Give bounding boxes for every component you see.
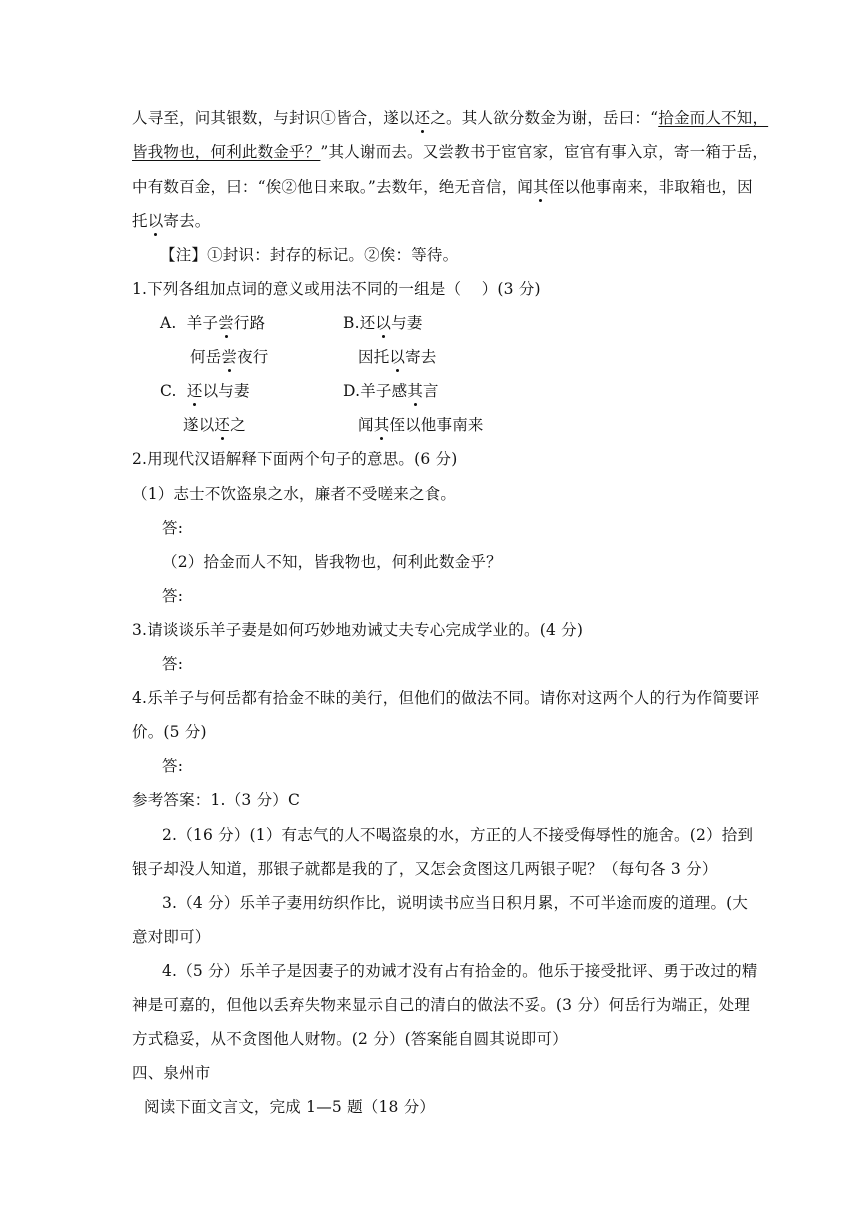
- question-3: 3.请谈谈乐羊子妻是如何巧妙地劝诫丈夫专心完成学业的。(4 分): [132, 621, 584, 639]
- option-a-line-2: 何岳尝夜行: [190, 348, 269, 366]
- answer-label: 答:: [162, 757, 184, 775]
- annotation-note: 【注】①封识：封存的标记。②俟：等待。: [160, 246, 459, 264]
- question-4: 4.乐羊子与何岳都有拾金不昧的美行，但他们的做法不同。请你对这两个人的行为作简要评: [132, 689, 760, 707]
- passage-line-2: 皆我物也，何利此数金乎？”其人谢而去。又尝教书于宦官家，宦官有事入京，寄一箱于岳，: [132, 143, 769, 161]
- option-c-line-1: C. 还以与妻: [160, 382, 250, 400]
- passage-line-1: 人寻至，问其银数，与封识①皆合，遂以还之。其人欲分数金为谢，岳曰：“拾金而人不知，: [132, 109, 769, 127]
- answer-2-line-1: 2.（16 分）(1）有志气的人不喝盗泉的水，方正的人不接受侮辱性的施舍。(2）拾到: [162, 826, 754, 844]
- answer-3-line-2: 意对即可）: [132, 928, 211, 946]
- answer-2-line-2: 银子却没人知道，那银子就都是我的了，又怎会贪图这几两银子呢？（每句各 3 分）: [132, 860, 718, 878]
- option-d-line-1: D.羊子感其言: [343, 382, 439, 400]
- answer-label: 答:: [162, 519, 184, 537]
- answers-title: 参考答案：1.（3 分）C: [132, 791, 301, 809]
- question-2: 2.用现代汉语解释下面两个句子的意思。(6 分): [132, 450, 458, 468]
- underlined-sentence: 皆我物也，何利此数金乎？: [132, 143, 321, 161]
- answer-4-line-2: 神是可嘉的，但他以丢弃失物来显示自己的清白的做法不妥。(3 分）何岳行为端正，处理: [132, 996, 751, 1014]
- question-1: 1.下列各组加点词的意义或用法不同的一组是（ ）(3 分): [132, 280, 541, 298]
- passage-line-4: 托以寄去。: [132, 212, 211, 230]
- question-2-part-2: （2）拾金而人不知，皆我物也，何利此数金乎？: [162, 553, 502, 571]
- dotted-char: 还: [414, 109, 431, 127]
- answer-3-line-1: 3.（4 分）乐羊子妻用纺织作比，说明读书应当日积月累，不可半途而废的道理。(大: [162, 894, 749, 912]
- option-b-line-1: B.还以与妻: [343, 314, 423, 332]
- answer-label: 答:: [162, 587, 184, 605]
- answer-4-line-1: 4.（5 分）乐羊子是因妻子的劝诫才没有占有拾金的。他乐于接受批评、勇于改过的精: [162, 962, 758, 980]
- option-a-line-1: A. 羊子尝行路: [160, 314, 266, 332]
- option-d-line-2: 闻其侄以他事南来: [358, 416, 484, 434]
- dotted-char: 其: [533, 178, 549, 196]
- question-2-part-1: （1）志士不饮盗泉之水，廉者不受嗟来之食。: [132, 485, 457, 503]
- dotted-char: 以: [147, 212, 164, 230]
- answer-label: 答:: [162, 655, 184, 673]
- question-4-cont: 价。(5 分): [132, 723, 207, 741]
- option-c-line-2: 遂以还之: [183, 416, 246, 434]
- section-heading: 四、泉州市: [132, 1064, 211, 1082]
- passage-line-3: 中有数百金，曰：“俟②他日来取。”去数年，绝无音信，闻其侄以他事南来，非取箱也，因: [132, 178, 753, 196]
- option-b-line-2: 因托以寄去: [358, 348, 437, 366]
- underlined-sentence: 拾金而人不知，: [658, 109, 769, 127]
- section-instruction: 阅读下面文言文，完成 1—5 题（18 分）: [144, 1098, 436, 1116]
- answer-4-line-3: 方式稳妥，从不贪图他人财物。(2 分）(答案能自圆其说即可）: [132, 1030, 568, 1048]
